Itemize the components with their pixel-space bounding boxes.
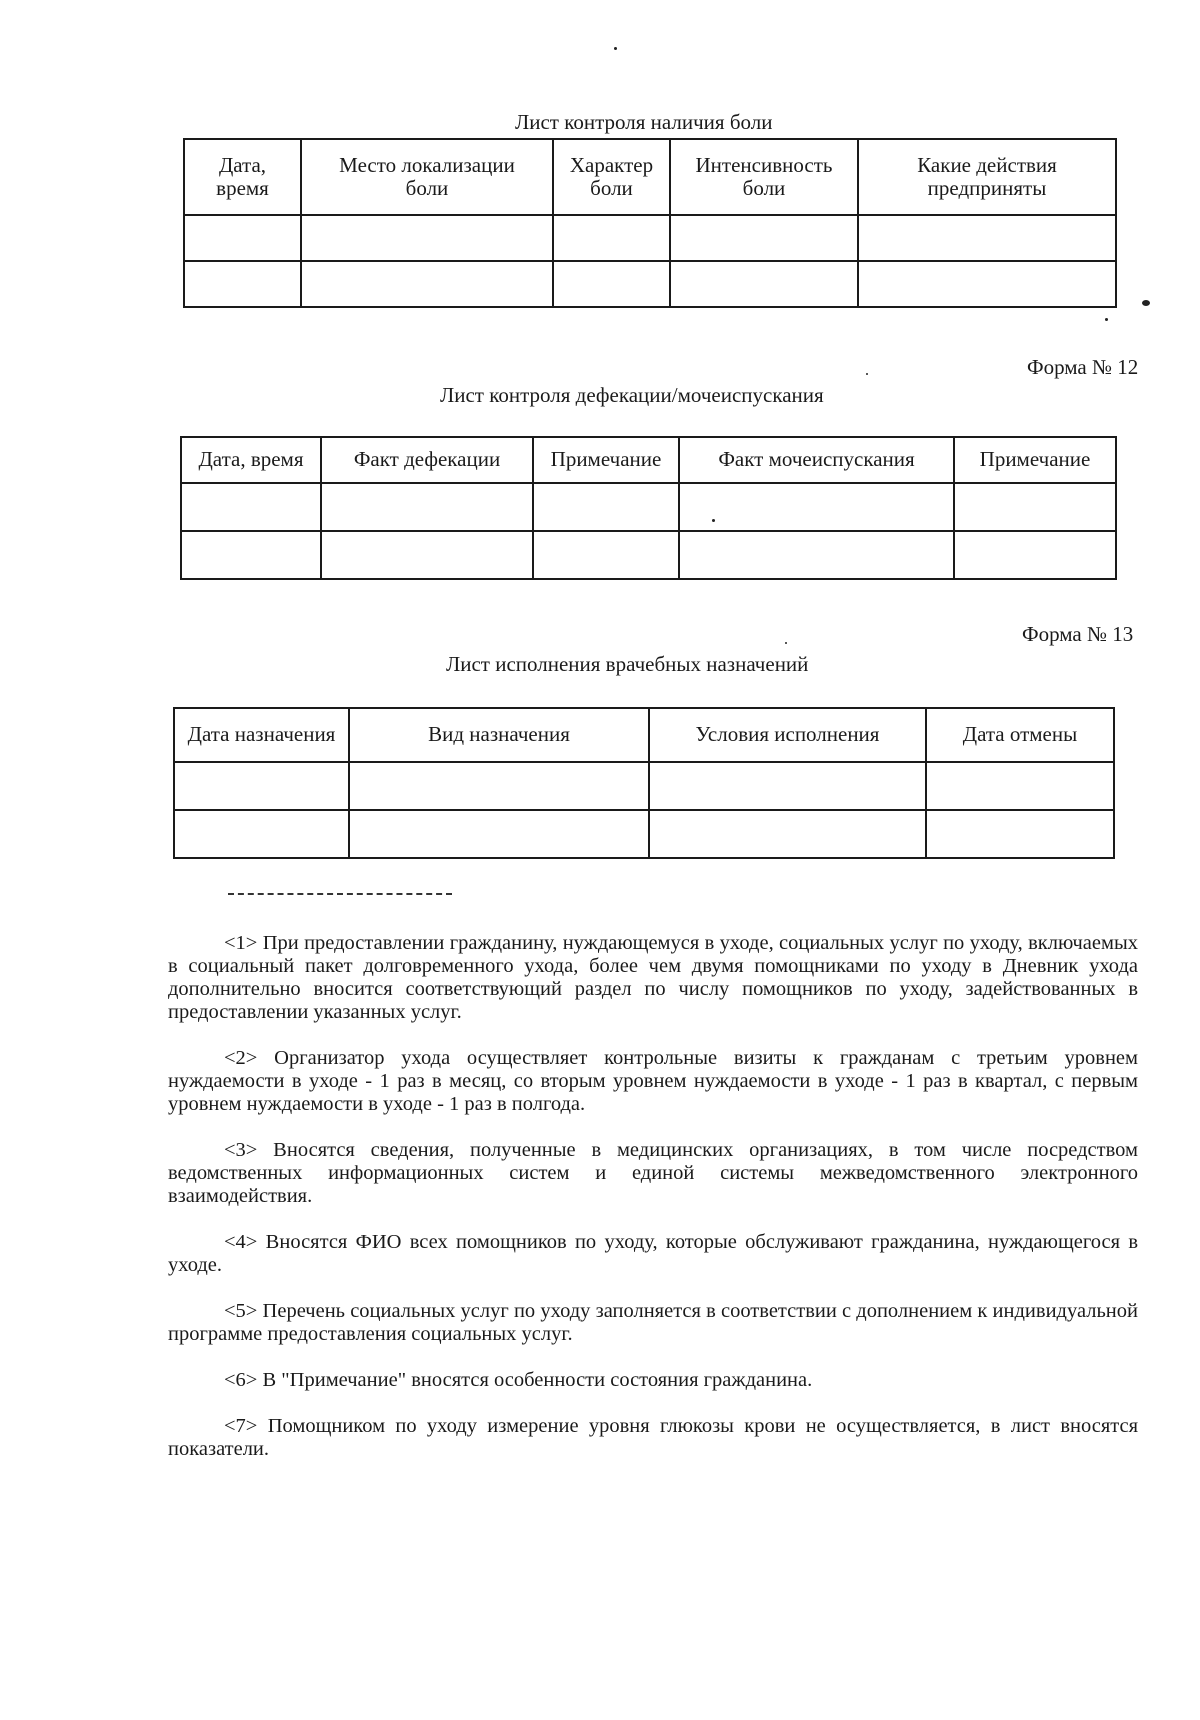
scan-speck [785, 642, 787, 644]
header-cell: Дата, время [181, 437, 321, 483]
footnote-7: <7> Помощником по уходу измерение уровня глюкозы крови не осуществляется, в лист вносятся показатели. [168, 1415, 1138, 1460]
table-cell [553, 261, 670, 307]
scan-speck [712, 519, 715, 522]
table-cell [954, 483, 1116, 531]
table-cell [181, 531, 321, 579]
footnote-separator-text [228, 880, 377, 896]
table-cell [321, 483, 533, 531]
table-header-row [184, 139, 1116, 215]
table-cell [649, 762, 926, 810]
table-cell [679, 531, 954, 579]
table-cell [649, 810, 926, 858]
pain-control-table [183, 138, 1117, 308]
header-cell: Факт мочеиспускания [679, 437, 954, 483]
form-13-label: Форма № 13 [1022, 622, 1134, 646]
footnote-5: <5> Перечень социальных услуг по уходу заполняется в соответствии с дополнением к индивидуальной программе предоставления социальных услуг. [168, 1300, 1138, 1345]
prescriptions-sheet-title: Лист исполнения врачебных назначений [446, 652, 809, 676]
footnote-2: <2> Организатор ухода осуществляет контрольные визиты к гражданам с третьим уровнем нуждаемости в уходе - 1 раз в месяц, со вторым уровнем нуждаемости в уходе - 1 раз в квартал, с первым уровнем нуждаемости в уходе - 1 раз в полгода. [168, 1047, 1138, 1115]
table-cell [858, 261, 1116, 307]
table-row [174, 810, 1114, 858]
form-12-label: Форма № 12 [1027, 355, 1139, 379]
header-cell: Примечание [533, 437, 679, 483]
table-row [184, 261, 1116, 307]
scan-speck [1142, 300, 1150, 306]
table-row [184, 215, 1116, 261]
table-cell [533, 531, 679, 579]
table-cell [954, 531, 1116, 579]
table-cell [679, 483, 954, 531]
table-header-row [174, 708, 1114, 762]
table-cell [533, 483, 679, 531]
scan-speck [614, 47, 617, 50]
table-cell [349, 810, 649, 858]
table-row [174, 762, 1114, 810]
table-header-row [181, 437, 1116, 483]
table-cell [174, 762, 349, 810]
footnotes-block [168, 932, 1138, 1484]
header-cell: Какие действия предприняты [858, 139, 1116, 215]
header-cell: Примечание [954, 437, 1116, 483]
scan-speck [866, 373, 868, 375]
header-cell: Характер боли [553, 139, 670, 215]
prescriptions-table [173, 707, 1115, 859]
header-cell: Условия исполнения [649, 708, 926, 762]
table-cell [926, 762, 1114, 810]
table-cell [670, 215, 858, 261]
table-cell [858, 215, 1116, 261]
table-cell [349, 762, 649, 810]
header-cell: Вид назначения [349, 708, 649, 762]
table-cell [553, 215, 670, 261]
header-cell: Факт дефекации [321, 437, 533, 483]
header-cell: Дата, время [184, 139, 301, 215]
table-cell [301, 261, 553, 307]
table-cell [174, 810, 349, 858]
defecation-control-table [180, 436, 1117, 580]
header-cell: Место локализации боли [301, 139, 553, 215]
table-cell [926, 810, 1114, 858]
footnote-1: <1> При предоставлении гражданину, нуждающемуся в уходе, социальных услуг по уходу, включаемых в социальный пакет долговременного ухода, более чем двумя помощниками по уходу в Дневник ухода дополнительно вносится соответствующий раздел по числу помощников по уходу, задействованных в предоставлении указанных услуг. [168, 932, 1138, 1023]
footnote-3: <3> Вносятся сведения, полученные в медицинских организациях, в том числе посредством ведомственных информационных систем и единой системы межведомственного электронного взаимодействия. [168, 1139, 1138, 1207]
table-cell [321, 531, 533, 579]
footnote-4: <4> Вносятся ФИО всех помощников по уходу, которые обслуживают гражданина, нуждающегося в уходе. [168, 1231, 1138, 1276]
header-cell: Дата отмены [926, 708, 1114, 762]
defecation-sheet-title: Лист контроля дефекации/мочеиспускания [440, 383, 824, 407]
footnote-6: <6> В "Примечание" вносятся особенности состояния гражданина. [224, 1369, 813, 1391]
table-cell [670, 261, 858, 307]
scan-speck [1105, 318, 1108, 321]
pain-sheet-title: Лист контроля наличия боли [515, 110, 773, 134]
header-cell: Интенсивность боли [670, 139, 858, 215]
header-cell: Дата назначения [174, 708, 349, 762]
table-row [181, 483, 1116, 531]
table-cell [184, 261, 301, 307]
table-row [181, 531, 1116, 579]
table-cell [181, 483, 321, 531]
table-cell [301, 215, 553, 261]
table-cell [184, 215, 301, 261]
